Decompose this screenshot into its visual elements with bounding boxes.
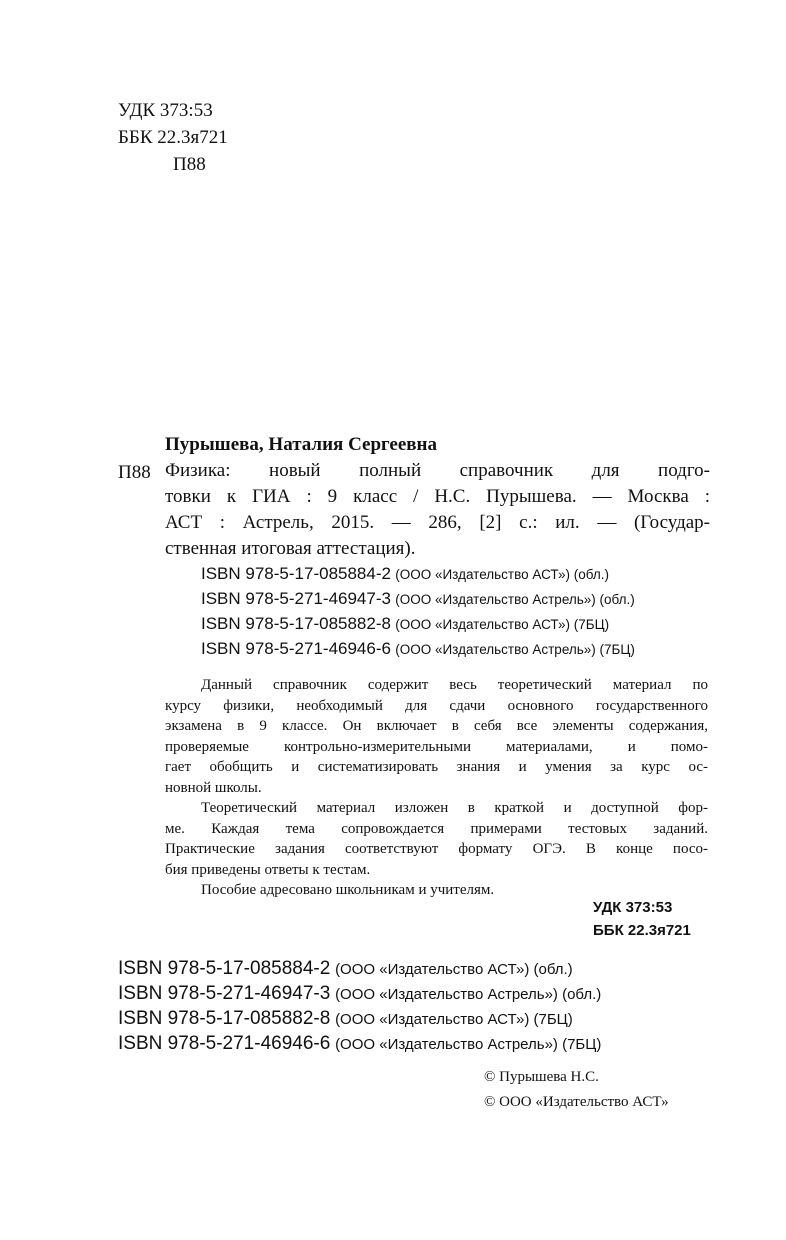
annotation-line: гает обобщить и систематизировать знания и умения за курс ос- bbox=[165, 759, 708, 775]
isbn-publisher: (ООО «Издательство АСТ») (7БЦ) bbox=[335, 1011, 573, 1028]
header-code: П88 bbox=[173, 154, 206, 175]
isbn-publisher: (ООО «Издательство АСТ») (обл.) bbox=[335, 961, 573, 978]
record-isbn-item bbox=[201, 637, 635, 662]
record-isbn-item bbox=[201, 587, 635, 612]
isbn-number: ISBN 978-5-17-085882-8 bbox=[201, 614, 391, 633]
classification-udk: УДК 373:53 bbox=[593, 899, 673, 916]
isbn-number: ISBN 978-5-271-46947-3 bbox=[118, 983, 331, 1004]
isbn-number: ISBN 978-5-271-46946-6 bbox=[201, 639, 391, 658]
isbn-publisher: (ООО «Издательство Астрель») (обл.) bbox=[395, 592, 635, 607]
isbn-number: ISBN 978-5-17-085884-2 bbox=[118, 958, 331, 979]
annotation-line: Пособие адресовано школьникам и учителям. bbox=[201, 882, 495, 898]
isbn-publisher: (ООО «Издательство Астрель») (7БЦ) bbox=[335, 1036, 602, 1053]
isbn-number: ISBN 978-5-271-46946-6 bbox=[118, 1033, 331, 1054]
copyright-line: © Пурышева Н.С. bbox=[484, 1069, 599, 1085]
annotation-line: Теоретический материал изложен в краткой и доступной фор- bbox=[201, 800, 708, 816]
record-code: П88 bbox=[118, 462, 151, 483]
record-desc-line: Физика: новый полный справочник для подго- bbox=[165, 460, 710, 481]
annotation-line: новной школы. bbox=[165, 779, 262, 796]
annotation bbox=[165, 675, 708, 901]
isbn-block-item bbox=[118, 982, 601, 1007]
record-isbn-list bbox=[201, 562, 635, 662]
record-author: Пурышева, Наталия Сергеевна bbox=[165, 434, 437, 455]
record-desc-line: АСТ : Астрель, 2015. — 286, [2] с.: ил. — (Государ- bbox=[165, 512, 710, 533]
annotation-line: экзамена в 9 классе. Он включает в себя все элементы содержания, bbox=[165, 718, 708, 734]
record-desc-line: ственная итоговая аттестация). bbox=[165, 538, 416, 559]
isbn-block bbox=[118, 957, 601, 1057]
annotation-line: бия приведены ответы к тестам. bbox=[165, 861, 371, 878]
annotation-line: Данный справочник содержит весь теоретический материал по bbox=[201, 677, 708, 693]
isbn-number: ISBN 978-5-17-085882-8 bbox=[118, 1008, 331, 1029]
record-description bbox=[165, 458, 710, 484]
isbn-number: ISBN 978-5-271-46947-3 bbox=[201, 589, 391, 608]
record-desc-line: товки к ГИА : 9 класс / Н.С. Пурышева. — Москва : bbox=[165, 486, 710, 507]
annotation-line: курсу физики, необходимый для сдачи основного государственного bbox=[165, 697, 708, 714]
isbn-publisher: (ООО «Издательство Астрель») (7БЦ) bbox=[395, 642, 635, 657]
annotation-line: ме. Каждая тема сопровождается примерами тестовых заданий. bbox=[165, 820, 708, 837]
copyright-line: © ООО «Издательство АСТ» bbox=[484, 1094, 669, 1110]
header-udk: УДК 373:53 bbox=[118, 100, 213, 121]
annotation-line: Практические задания соответствуют формату ОГЭ. В конце посо- bbox=[165, 841, 708, 857]
isbn-block-item bbox=[118, 957, 601, 982]
isbn-block-item bbox=[118, 1032, 601, 1057]
header-bbk: ББК 22.3я721 bbox=[118, 127, 228, 148]
classification-bbk: ББК 22.3я721 bbox=[593, 922, 691, 939]
copyright bbox=[484, 1065, 669, 1115]
annotation-line: проверяемые контрольно-измерительными материалами, и помо- bbox=[165, 738, 708, 755]
isbn-publisher: (ООО «Издательство АСТ») (обл.) bbox=[395, 567, 610, 582]
isbn-number: ISBN 978-5-17-085884-2 bbox=[201, 564, 391, 583]
isbn-block-item bbox=[118, 1007, 601, 1032]
isbn-publisher: (ООО «Издательство АСТ») (7БЦ) bbox=[395, 617, 610, 632]
record-isbn-item bbox=[201, 562, 635, 587]
record-isbn-item bbox=[201, 612, 635, 637]
classification bbox=[593, 896, 691, 942]
record-description-cont bbox=[165, 484, 710, 562]
isbn-publisher: (ООО «Издательство Астрель») (обл.) bbox=[335, 986, 602, 1003]
